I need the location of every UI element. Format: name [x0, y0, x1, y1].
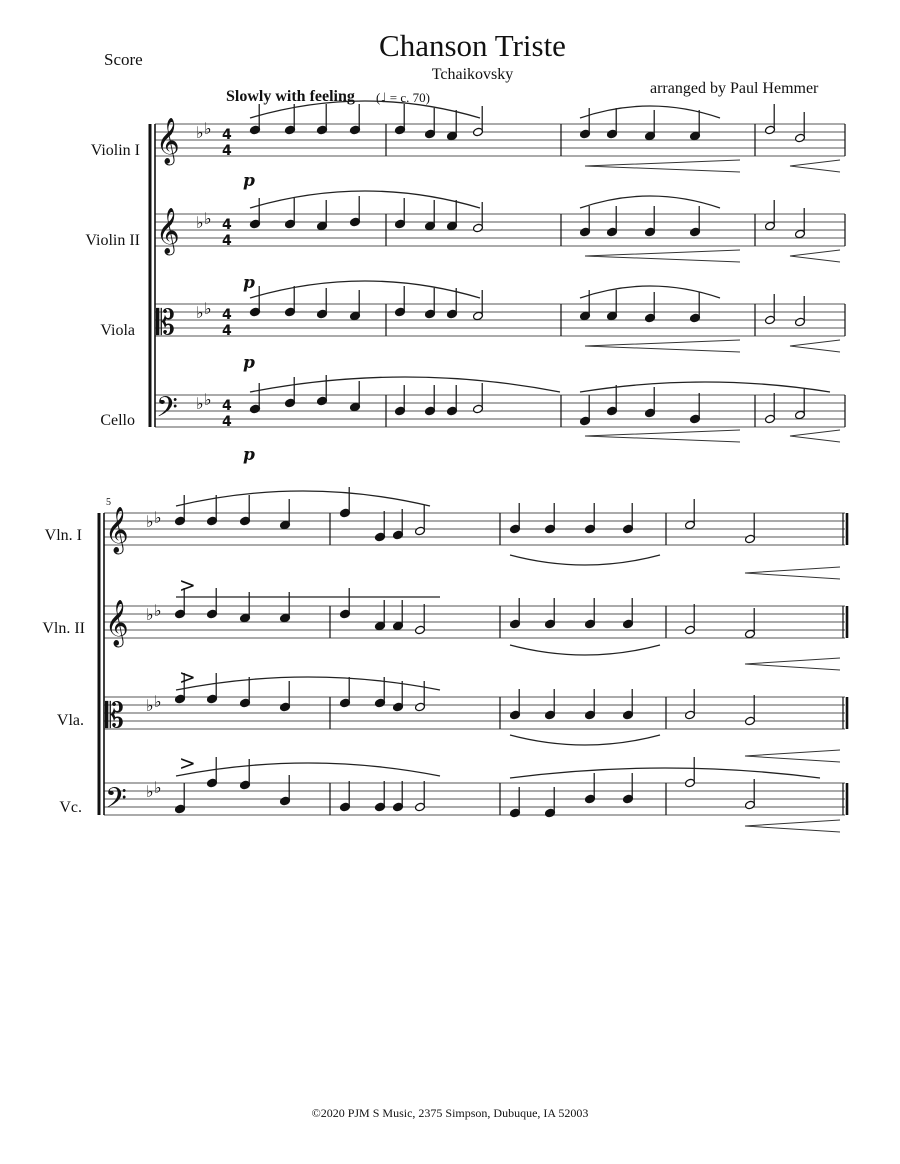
flat-icon: ♭	[154, 778, 162, 797]
page-title: Chanson Triste	[379, 28, 566, 63]
flat-icon: ♭	[154, 601, 162, 620]
measure-number: 5	[106, 497, 111, 508]
notation	[99, 101, 847, 832]
flat-icon: ♭	[154, 508, 162, 527]
time-signature: 4	[222, 398, 232, 414]
slur	[176, 491, 430, 506]
alto-clef-icon: 𝄡	[156, 303, 175, 343]
time-signature: 4	[222, 143, 232, 159]
hairpin	[745, 567, 840, 579]
hairpin	[585, 160, 740, 172]
dynamic-marking: p	[243, 171, 255, 191]
instrument-label: Cello	[100, 412, 135, 429]
metronome-marking: (♩ = c. 70)	[376, 90, 430, 106]
instrument-label: Vc.	[59, 799, 82, 816]
slur	[250, 191, 480, 208]
dynamic-marking: p	[243, 273, 255, 293]
treble-clef-icon: 𝄞	[156, 208, 180, 254]
treble-clef-icon: 𝄞	[105, 600, 129, 646]
copyright-footer: ©2020 PJM S Music, 2375 Simpson, Dubuque, IA 52003	[311, 1106, 589, 1120]
treble-clef-icon: 𝄞	[105, 507, 129, 553]
slur	[250, 101, 480, 118]
instrument-label: Vla.	[56, 712, 84, 729]
dynamic-marking: p	[243, 445, 255, 465]
hairpin	[585, 340, 740, 352]
instrument-label: Vln. II	[42, 620, 85, 637]
composer: Tchaikovsky	[431, 66, 514, 83]
hairpin	[585, 430, 740, 442]
accent-marking: >	[179, 573, 196, 597]
instrument-label: Vln. I	[44, 527, 82, 544]
hairpin	[790, 340, 840, 352]
slur	[510, 645, 660, 655]
flat-icon: ♭	[204, 209, 212, 228]
slur	[250, 281, 480, 298]
bass-clef-icon: 𝄢	[156, 391, 178, 431]
alto-clef-icon: 𝄡	[105, 696, 124, 736]
flat-icon: ♭	[196, 123, 204, 142]
slur	[510, 768, 820, 778]
hairpin	[790, 160, 840, 172]
hairpin	[745, 820, 840, 832]
instrument-label: Violin I	[90, 142, 140, 159]
bass-clef-icon: 𝄢	[105, 782, 127, 822]
flat-icon: ♭	[146, 782, 154, 801]
slur	[580, 382, 830, 392]
tempo-text: Slowly with feeling	[226, 88, 355, 105]
score-label: Score	[104, 50, 143, 69]
time-signature: 4	[222, 414, 232, 430]
slur	[250, 377, 560, 392]
slur	[510, 735, 660, 745]
time-signature: 4	[222, 127, 232, 143]
flat-icon: ♭	[146, 605, 154, 624]
time-signature: 4	[222, 307, 232, 323]
time-signature: 4	[222, 217, 232, 233]
flat-icon: ♭	[196, 213, 204, 232]
arranger: arranged by Paul Hemmer	[650, 80, 819, 97]
accent-marking: >	[179, 665, 196, 689]
flat-icon: ♭	[204, 299, 212, 318]
flat-icon: ♭	[204, 119, 212, 138]
flat-icon: ♭	[204, 390, 212, 409]
instrument-label: Violin II	[85, 232, 140, 249]
quarter-note-icon: ♩	[380, 91, 387, 106]
flat-icon: ♭	[146, 512, 154, 531]
flat-icon: ♭	[146, 696, 154, 715]
flat-icon: ♭	[196, 394, 204, 413]
slur	[510, 555, 660, 565]
time-signature: 4	[222, 233, 232, 249]
hairpin	[790, 430, 840, 442]
hairpin	[585, 250, 740, 262]
metronome-value: = c. 70	[389, 90, 426, 105]
flat-icon: ♭	[154, 692, 162, 711]
flat-icon: ♭	[196, 303, 204, 322]
hairpin	[790, 250, 840, 262]
instrument-label: Viola	[100, 322, 135, 339]
dynamic-marking: p	[243, 353, 255, 373]
hairpin	[745, 658, 840, 670]
time-signature: 4	[222, 323, 232, 339]
hairpin	[745, 750, 840, 762]
accent-marking: >	[179, 751, 196, 775]
treble-clef-icon: 𝄞	[156, 118, 180, 164]
